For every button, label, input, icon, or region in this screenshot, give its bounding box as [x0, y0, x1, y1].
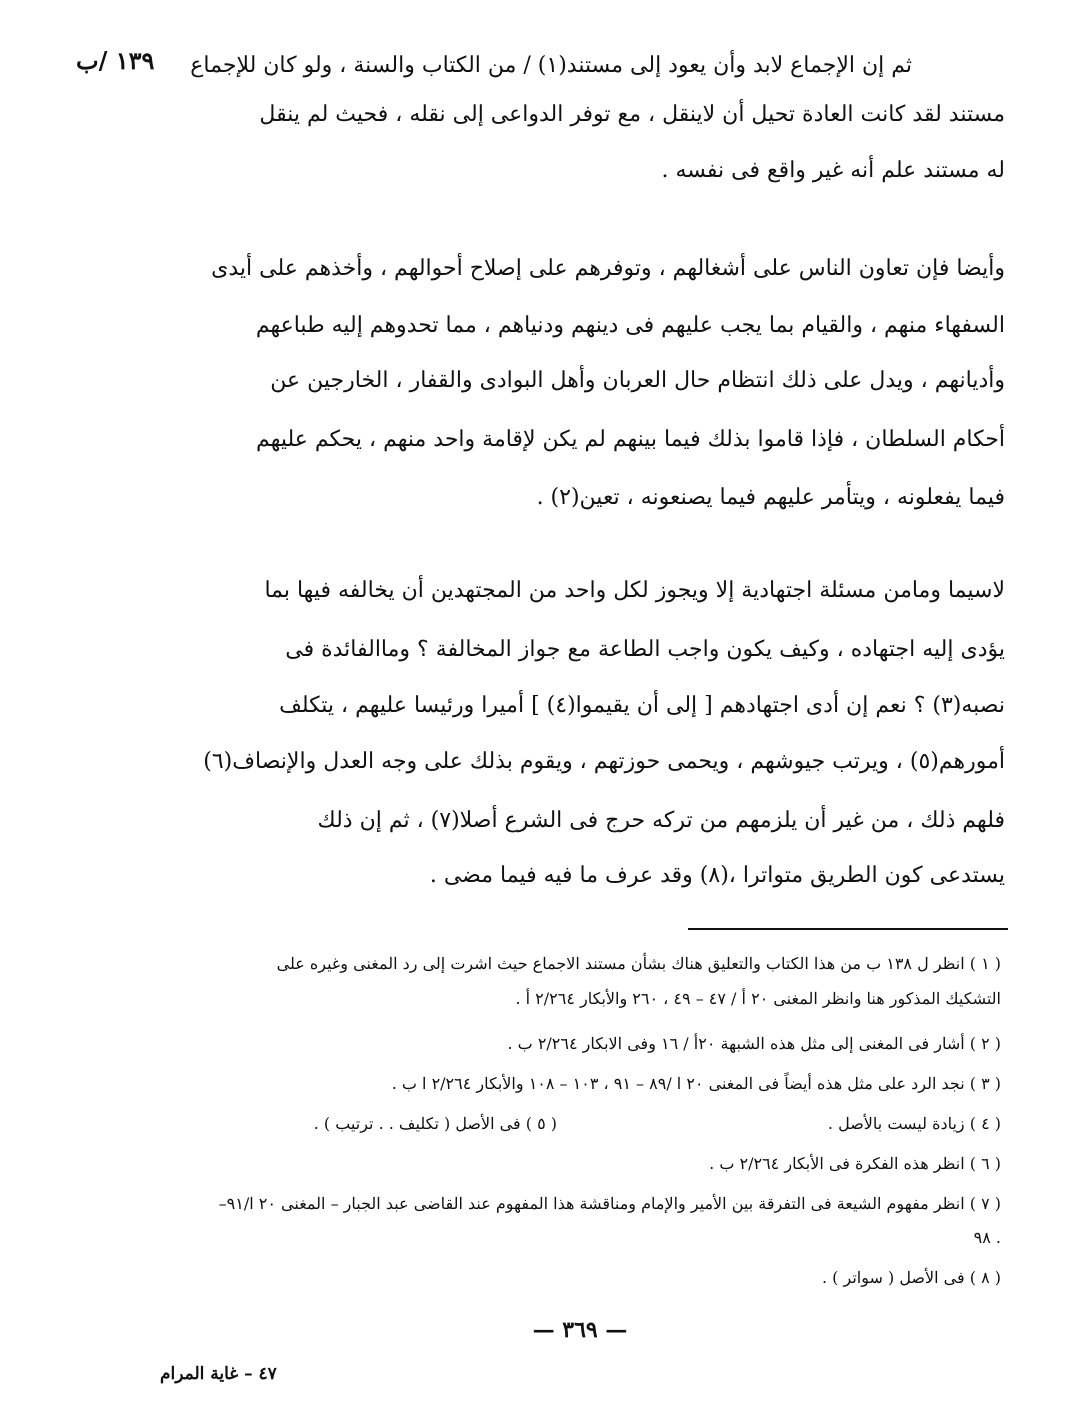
footnote-7-line-1: ( ٧ ) انظر مفهوم الشيعة فى التفرقة بين الأمير والإمام ومناقشة هذا المفهوم عند القاضى عبد الجبار – المغنى ٢٠ ا/٩١–: [218, 1194, 1001, 1213]
paragraph-3-line-3: نصبه(٣) ؟ نعم إن أدى اجتهادهم [ إلى أن يقيموا(٤) ] أميرا ورئيسا عليهم ، يتكلف: [279, 693, 1005, 718]
footnote-1-line-1: ( ١ ) انظر ل ١٣٨ ب من هذا الكتاب والتعليق هناك بشأن مستند الاجماع حيث اشرت إلى رد المغنى وغيره على: [276, 954, 1001, 973]
paragraph-2-line-4: أحكام السلطان ، فإذا قاموا بذلك فيما بينهم لم يكن لإقامة واحد منهم ، يحكم عليهم: [256, 427, 1005, 452]
page-number: — ٣٦٩ —: [532, 1317, 628, 1343]
footnote-6: ( ٦ ) انظر هذه الفكرة فى الأبكار ٢/٢٦٤ ب .: [709, 1154, 1001, 1173]
paragraph-3-line-2: يؤدى إليه اجتهاده ، وكيف يكون واجب الطاعة مع جواز المخالفة ؟ وماالفائدة فى: [285, 637, 1005, 662]
paragraph-1-line-3: له مستند علم أنه غير واقع فى نفسه .: [661, 158, 1005, 183]
footnote-7-line-2: ٩٨ .: [973, 1228, 1001, 1247]
printer-signature: ٤٧ – غاية المرام: [160, 1364, 277, 1384]
footnote-5: ( ٥ ) فى الأصل ( تكليف . . ترتيب ) .: [313, 1114, 557, 1133]
footnote-1-line-2: التشكيك المذكور هنا وانظر المغنى ٢٠ أ / ٤٧ – ٤٩ ، ٢٦٠ والأبكار ٢/٢٦٤ أ .: [515, 989, 1001, 1008]
footnote-3: ( ٣ ) نجد الرد على مثل هذه أيضاً فى المغنى ٢٠ ا /٨٩ – ٩١ ، ١٠٣ – ١٠٨ والأبكار ٢/٢٦٤ ا ب .: [391, 1074, 1001, 1093]
footnote-8: ( ٨ ) فى الأصل ( سواتر ) .: [822, 1268, 1001, 1287]
paragraph-2-line-3: وأديانهم ، ويدل على ذلك انتظام حال العربان وأهل البوادى والقفار ، الخارجين عن: [270, 368, 1005, 393]
paragraph-2-line-1: وأيضا فإن تعاون الناس على أشغالهم ، وتوفرهم على إصلاح أحوالهم ، وأخذهم على أيدى: [211, 256, 1005, 281]
paragraph-1-line-2: مستند لقد كانت العادة تحيل أن لاينقل ، مع توفر الدواعى إلى نقله ، فحيث لم ينقل: [259, 102, 1005, 127]
folio-margin-note: ١٣٩ /ب: [76, 46, 155, 75]
paragraph-1-line-1: ثم إن الإجماع لابد وأن يعود إلى مستند(١) / من الكتاب والسنة ، ولو كان للإجماع: [190, 53, 912, 78]
paragraph-2-line-2: السفهاء منهم ، والقيام بما يجب عليهم فى دينهم ودنياهم ، مما تحدوهم إليه طباعهم: [255, 313, 1005, 338]
paragraph-3-line-5: فلهم ذلك ، من غير أن يلزمهم من تركه حرج فى الشرع أصلا(٧) ، ثم إن ذلك: [317, 808, 1005, 833]
paragraph-3-line-6: يستدعى كون الطريق متواترا ،(٨) وقد عرف ما فيه فيما مضى .: [429, 863, 1005, 888]
paragraph-3-line-1: لاسيما ومامن مسئلة اجتهادية إلا ويجوز لكل واحد من المجتهدين أن يخالفه فيها بما: [264, 578, 1005, 603]
paragraph-2-line-5: فيما يفعلونه ، ويتأمر عليهم فيما يصنعونه ، تعين(٢) .: [536, 485, 1005, 510]
paragraph-3-line-4: أمورهم(٥) ، ويرتب جيوشهم ، ويحمى حوزتهم ، ويقوم بذلك على وجه العدل والإنصاف(٦): [203, 749, 1005, 774]
footnote-2: ( ٢ ) أشار فى المغنى إلى مثل هذه الشبهة ٢٠أ / ١٦ وفى الابكار ٢/٢٦٤ ب .: [507, 1034, 1001, 1053]
footnote-separator: [688, 928, 1008, 930]
footnote-4: ( ٤ ) زيادة ليست بالأصل .: [827, 1114, 1001, 1133]
